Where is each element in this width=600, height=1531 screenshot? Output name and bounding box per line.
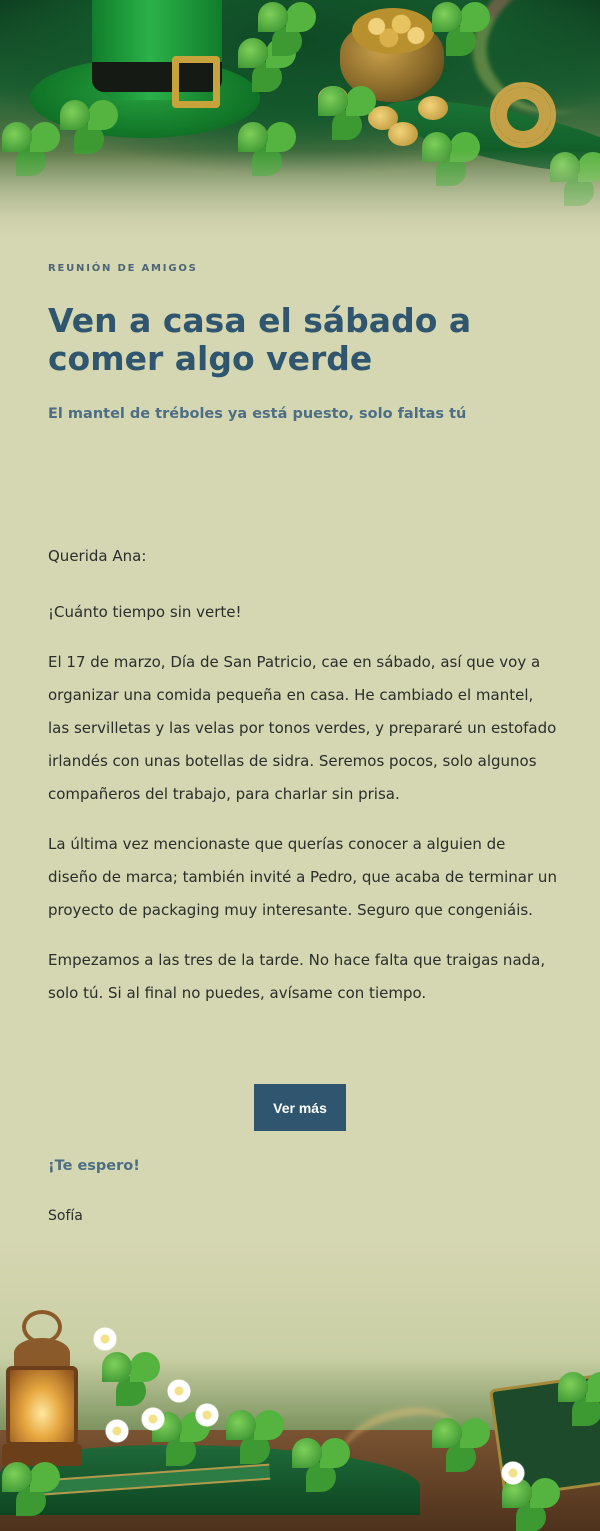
- clover-icon: [224, 1408, 284, 1468]
- ver-mas-button[interactable]: Ver más: [254, 1084, 346, 1131]
- body-paragraph: La última vez mencionaste que querías conocer a alguien de diseño de marca; también invité a Pedro, que acaba de terminar un proyecto de packaging muy interesante. Seguro que congeniáis.: [48, 835, 557, 919]
- white-clover-flower-icon: [194, 1402, 220, 1428]
- header-fade: [0, 150, 600, 250]
- clover-icon: [58, 98, 118, 158]
- clover-icon: [0, 1460, 60, 1520]
- headline: Ven a casa el sábado a comer algo verde: [48, 301, 472, 378]
- candle-icon: [6, 1366, 78, 1446]
- footer-decoration: [0, 1240, 600, 1531]
- subheadline: El mantel de tréboles ya está puesto, solo faltas tú: [48, 406, 467, 422]
- white-clover-flower-icon: [140, 1406, 166, 1432]
- body-paragraph: El 17 de marzo, Día de San Patricio, cae en sábado, así que voy a organizar una comida pequeña en casa. He cambiado el mantel, las servilletas y las velas por tonos verdes, y prepararé un estofado irlandés con unas botellas de sidra. Seremos pocos, solo algunos compañeros del trabajo, para charlar sin prisa.: [48, 653, 557, 803]
- closing-line: ¡Te espero!: [48, 1158, 140, 1174]
- lantern-icon: [0, 1310, 84, 1470]
- clover-icon: [290, 1436, 350, 1496]
- gold-coin-icon: [388, 122, 418, 146]
- clover-icon: [556, 1370, 600, 1430]
- celtic-knot-icon: [490, 82, 556, 148]
- white-clover-flower-icon: [104, 1418, 130, 1444]
- lantern-cap: [14, 1338, 70, 1368]
- clover-icon: [256, 0, 316, 60]
- clover-icon: [430, 0, 490, 60]
- clover-icon: [316, 84, 376, 144]
- signature: Sofía: [48, 1208, 83, 1224]
- white-clover-flower-icon: [166, 1378, 192, 1404]
- eyebrow-label: REUNIÓN DE AMIGOS: [48, 263, 198, 274]
- hat-buckle-icon: [172, 56, 220, 108]
- body-paragraph: ¡Cuánto tiempo sin verte!: [48, 603, 242, 621]
- header-decoration: [0, 0, 600, 250]
- white-clover-flower-icon: [92, 1326, 118, 1352]
- body-paragraph: Empezamos a las tres de la tarde. No hace falta que traigas nada, solo tú. Si al final no puedes, avísame con tiempo.: [48, 951, 546, 1002]
- gold-coin-icon: [418, 96, 448, 120]
- clover-icon: [430, 1416, 490, 1476]
- email-body: [48, 540, 558, 1027]
- white-clover-flower-icon: [500, 1460, 526, 1486]
- gold-coins-icon: [352, 8, 434, 54]
- clover-icon: [100, 1350, 160, 1410]
- greeting: Querida Ana:: [48, 547, 147, 565]
